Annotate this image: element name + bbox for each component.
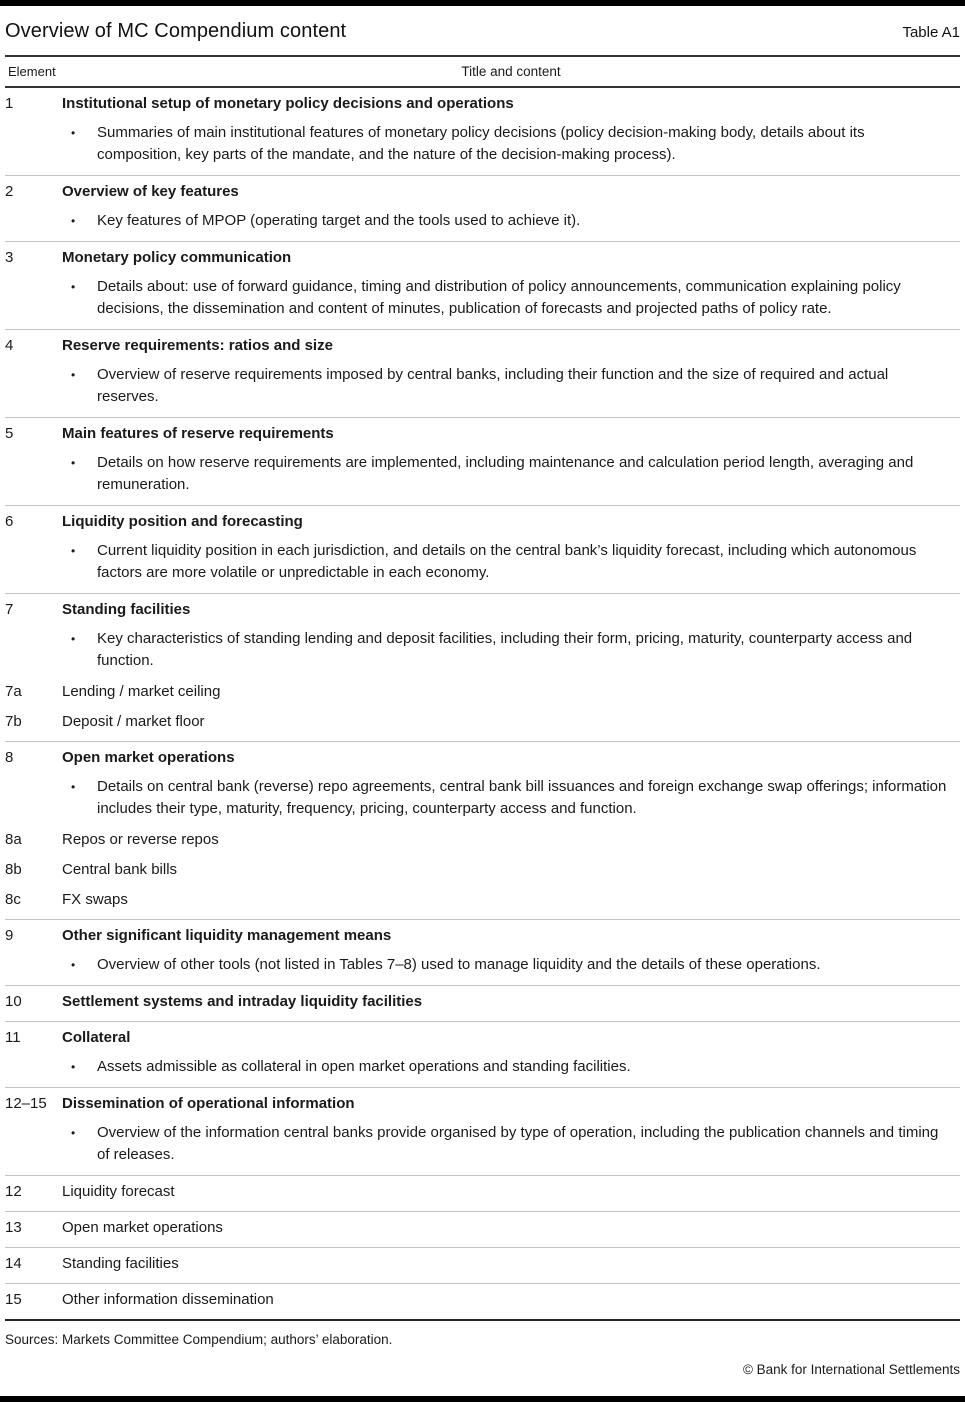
column-header-element: Element bbox=[8, 64, 56, 79]
table-row bbox=[5, 330, 960, 418]
row-title: Collateral bbox=[62, 1029, 131, 1046]
bullet-text: Overview of the information central banks provide organised by type of operation, including the publication channels and timing of releases. bbox=[97, 1124, 939, 1163]
subrow-title: Central bank bills bbox=[62, 861, 178, 878]
row-content bbox=[62, 182, 960, 232]
subrow-element-number: 8b bbox=[5, 861, 22, 878]
row-title: Other information dissemination bbox=[62, 1291, 274, 1308]
row-title: Standing facilities bbox=[62, 1255, 179, 1272]
row-content bbox=[62, 992, 960, 1012]
row-element-number: 5 bbox=[5, 425, 14, 442]
row-title: Other significant liquidity management means bbox=[62, 927, 392, 944]
row-element-number: 12–15 bbox=[5, 1095, 47, 1112]
row-element-number: 11 bbox=[5, 1029, 21, 1046]
bullet-item bbox=[62, 540, 960, 584]
bullet-item bbox=[62, 1122, 960, 1166]
table-title: Overview of MC Compendium content bbox=[5, 20, 347, 42]
row-content bbox=[62, 424, 960, 496]
row-title: Reserve requirements: ratios and size bbox=[62, 337, 333, 354]
row-title: Open market operations bbox=[62, 749, 235, 766]
row-content bbox=[62, 512, 960, 584]
row-element-number: 6 bbox=[5, 513, 14, 530]
subrow-element-number: 8c bbox=[5, 891, 21, 908]
bullet-icon: • bbox=[71, 280, 76, 294]
bullet-item bbox=[62, 122, 960, 166]
table-row bbox=[5, 1212, 960, 1248]
row-content bbox=[62, 1182, 960, 1202]
table-title-row bbox=[5, 6, 960, 55]
subrow-title: Lending / market ceiling bbox=[62, 683, 221, 700]
row-title: Standing facilities bbox=[62, 601, 191, 618]
row-element-number: 3 bbox=[5, 249, 14, 266]
table-label: Table A1 bbox=[902, 24, 960, 41]
bullet-item bbox=[62, 364, 960, 408]
row-content bbox=[62, 748, 960, 820]
subrow-title: Repos or reverse repos bbox=[62, 831, 219, 848]
row-element-number: 14 bbox=[5, 1255, 22, 1272]
bullet-icon: • bbox=[71, 780, 76, 794]
table-row bbox=[5, 1022, 960, 1088]
row-element-number: 4 bbox=[5, 337, 14, 354]
row-content bbox=[62, 248, 960, 320]
table-row bbox=[5, 1284, 960, 1319]
row-title: Dissemination of operational information bbox=[62, 1095, 355, 1112]
bullet-text: Current liquidity position in each jurisdiction, and details on the central bank’s liquidity forecast, including which autonomous factors are more volatile or unpredictable in each economy. bbox=[97, 542, 917, 581]
table-row bbox=[5, 1248, 960, 1284]
bullet-icon: • bbox=[71, 456, 76, 470]
table-row bbox=[5, 986, 960, 1022]
bullet-text: Details on central bank (reverse) repo agreements, central bank bill issuances and foreign exchange swap offerings; information includes their type, maturity, frequency, pricing, counterparty access and function. bbox=[97, 778, 947, 817]
bullet-icon: • bbox=[71, 1126, 76, 1140]
table-body bbox=[5, 88, 960, 1319]
bullet-text: Details about: use of forward guidance, timing and distribution of policy announcements, communication explaining policy decisions, the dissemination and content of minutes, publication of forecasts and projected paths of policy rate. bbox=[97, 278, 901, 317]
table-row bbox=[5, 594, 960, 742]
row-content bbox=[62, 1094, 960, 1166]
bottom-rule-bar bbox=[0, 1396, 965, 1402]
row-element-number: 12 bbox=[5, 1183, 22, 1200]
bullet-icon: • bbox=[71, 1060, 76, 1074]
bullet-icon: • bbox=[71, 368, 76, 382]
subrow-title: Deposit / market floor bbox=[62, 713, 205, 730]
row-content bbox=[62, 1028, 960, 1078]
row-content bbox=[62, 600, 960, 672]
table-row bbox=[5, 1088, 960, 1176]
row-element-number: 15 bbox=[5, 1291, 22, 1308]
bullet-text: Key features of MPOP (operating target and the tools used to achieve it). bbox=[97, 212, 581, 229]
row-element-number: 7 bbox=[5, 601, 14, 618]
bullet-text: Key characteristics of standing lending and deposit facilities, including their form, pricing, maturity, counterparty access and function. bbox=[97, 630, 913, 669]
subrow-element-number: 8a bbox=[5, 831, 22, 848]
bullet-icon: • bbox=[71, 544, 76, 558]
table-row bbox=[5, 742, 960, 920]
row-title: Liquidity position and forecasting bbox=[62, 513, 303, 530]
table-row bbox=[5, 176, 960, 242]
row-content bbox=[62, 1218, 960, 1238]
table-row bbox=[5, 88, 960, 176]
bullet-item bbox=[62, 210, 960, 232]
row-title: Main features of reserve requirements bbox=[62, 425, 334, 442]
copyright-note: © Bank for International Settlements bbox=[742, 1362, 960, 1377]
row-title: Institutional setup of monetary policy decisions and operations bbox=[62, 95, 514, 112]
subrow-element-number: 7b bbox=[5, 713, 22, 730]
row-content bbox=[62, 1290, 960, 1310]
row-content bbox=[62, 926, 960, 976]
row-element-number: 9 bbox=[5, 927, 14, 944]
row-content bbox=[62, 336, 960, 408]
bullet-text: Details on how reserve requirements are implemented, including maintenance and calculation period length, averaging and remuneration. bbox=[97, 454, 914, 493]
bullet-icon: • bbox=[71, 214, 76, 228]
bullet-icon: • bbox=[71, 958, 76, 972]
bullet-item bbox=[62, 452, 960, 496]
table-header bbox=[5, 55, 960, 88]
bullet-text: Summaries of main institutional features of monetary policy decisions (policy decision-making body, details about its composition, key parts of the mandate, and the nature of the decision-making process). bbox=[97, 124, 865, 163]
row-title: Liquidity forecast bbox=[62, 1183, 175, 1200]
row-element-number: 10 bbox=[5, 993, 22, 1010]
row-title: Overview of key features bbox=[62, 183, 239, 200]
row-content bbox=[62, 1254, 960, 1274]
row-element-number: 13 bbox=[5, 1219, 22, 1236]
subrow-element-number: 7a bbox=[5, 683, 22, 700]
table-row bbox=[5, 418, 960, 506]
bullet-item bbox=[62, 276, 960, 320]
bullet-item bbox=[62, 1056, 960, 1078]
bullet-icon: • bbox=[71, 126, 76, 140]
bullet-item bbox=[62, 954, 960, 976]
table-row bbox=[5, 506, 960, 594]
subrow-title: FX swaps bbox=[62, 891, 128, 908]
table-footer bbox=[5, 1319, 960, 1391]
sources-note: Sources: Markets Committee Compendium; authors’ elaboration. bbox=[5, 1332, 393, 1347]
row-title: Open market operations bbox=[62, 1219, 223, 1236]
row-element-number: 2 bbox=[5, 183, 14, 200]
column-header-title-and-content: Title and content bbox=[461, 64, 561, 79]
bullet-text: Overview of reserve requirements imposed by central banks, including their function and the size of required and actual reserves. bbox=[97, 366, 889, 405]
table-row bbox=[5, 1176, 960, 1212]
row-title: Monetary policy communication bbox=[62, 249, 292, 266]
row-title: Settlement systems and intraday liquidity facilities bbox=[62, 993, 423, 1010]
bullet-text: Overview of other tools (not listed in Tables 7–8) used to manage liquidity and the details of these operations. bbox=[97, 956, 821, 973]
table-row bbox=[5, 242, 960, 330]
bullet-icon: • bbox=[71, 632, 76, 646]
bullet-item bbox=[62, 628, 960, 672]
table-row bbox=[5, 920, 960, 986]
bullet-item bbox=[62, 776, 960, 820]
row-content bbox=[62, 94, 960, 166]
row-element-number: 8 bbox=[5, 749, 14, 766]
row-element-number: 1 bbox=[5, 95, 14, 112]
bullet-text: Assets admissible as collateral in open market operations and standing facilities. bbox=[97, 1058, 631, 1075]
